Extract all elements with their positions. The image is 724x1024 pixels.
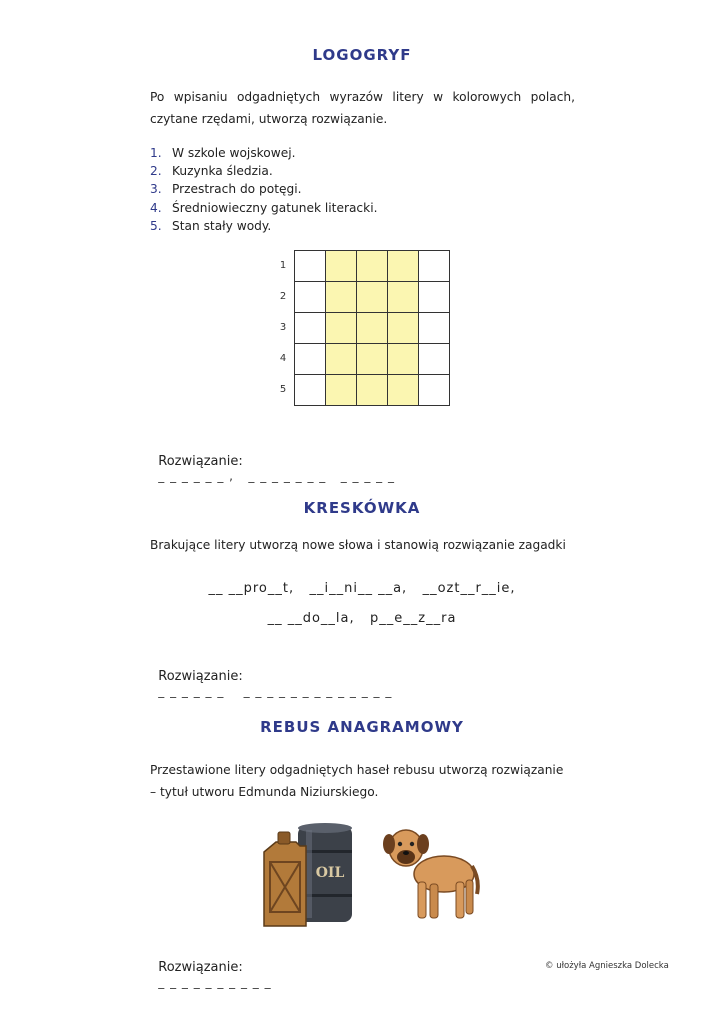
solution-label: Rozwiązanie:	[158, 454, 243, 469]
grid-cell-highlight[interactable]	[356, 281, 387, 312]
grid-cell-highlight[interactable]	[325, 281, 356, 312]
row-number: 3	[279, 322, 287, 333]
logogryf-intro: Po wpisaniu odgadniętych wyrazów litery w kolorowych polach, czytane rzędami, utworzą rozwiązanie.	[150, 90, 575, 126]
author-credit: © ułożyła Agnieszka Dolecka	[545, 961, 669, 971]
puzzle-line-1: __ __pro__t, __i__ni__ __a, __ozt__r__ie,	[208, 581, 516, 596]
grid-cell[interactable]	[294, 250, 325, 281]
oil-barrel-canister-image	[256, 820, 356, 930]
clue-text: Średniowieczny gatunek literacki.	[172, 200, 378, 215]
row-number: 1	[279, 260, 287, 271]
grid-row	[272, 374, 450, 405]
grid-row	[272, 312, 450, 343]
rebus-intro	[150, 759, 600, 803]
solution-label: Rozwiązanie:	[158, 960, 243, 975]
grid-cell-highlight[interactable]	[356, 374, 387, 406]
list-item	[150, 217, 377, 235]
grid-cell-highlight[interactable]	[356, 343, 387, 374]
grid-cell-highlight[interactable]	[387, 343, 418, 374]
grid-cell-highlight[interactable]	[325, 250, 356, 281]
solution-blanks[interactable]: _ _ _ _ _ _ , _ _ _ _ _ _ _ _ _ _ _ _	[158, 469, 395, 483]
clue-list	[150, 144, 377, 235]
grid-cell-highlight[interactable]	[387, 250, 418, 281]
grid-cell-highlight[interactable]	[356, 312, 387, 343]
row-number: 2	[279, 291, 287, 302]
kreskowka-solution	[150, 654, 392, 699]
grid-row	[272, 281, 450, 312]
clue-number: 3.	[150, 182, 162, 197]
clue-number: 1.	[150, 146, 162, 160]
dog-image	[380, 824, 482, 922]
grid-cell-highlight[interactable]	[356, 250, 387, 281]
grid-cell[interactable]	[294, 343, 325, 374]
solution-blanks[interactable]: _ _ _ _ _ _ _ _ _ _ _ _ _ _ _ _ _ _ _	[158, 684, 393, 698]
solution-label: Rozwiązanie:	[158, 669, 243, 684]
logogryph-grid	[272, 250, 450, 405]
kreskowka-intro: Brakujące litery utworzą nowe słowa i stanowią rozwiązanie zagadki	[150, 538, 566, 552]
grid-cell[interactable]	[418, 312, 450, 343]
clue-number: 5.	[150, 218, 162, 233]
barrel-label: OIL	[315, 865, 345, 881]
grid-cell[interactable]	[418, 374, 450, 406]
grid-row	[272, 250, 450, 281]
rebus-title: REBUS ANAGRAMOWY	[260, 718, 464, 736]
clue-number: 2.	[150, 164, 162, 179]
grid-cell-highlight[interactable]	[387, 312, 418, 343]
grid-cell[interactable]	[418, 250, 450, 281]
list-item	[150, 199, 377, 217]
puzzle-line-2: __ __do__la, p__e__z__ra	[267, 611, 457, 626]
solution-blanks[interactable]: _ _ _ _ _ _ _ _ _ _	[158, 975, 272, 989]
grid-cell[interactable]	[294, 281, 325, 312]
row-number: 4	[279, 353, 287, 364]
grid-cell-highlight[interactable]	[387, 281, 418, 312]
kreskowka-title: KRESKÓWKA	[303, 499, 421, 517]
grid-cell-highlight[interactable]	[325, 312, 356, 343]
clue-text: Przestrach do potęgi.	[172, 182, 302, 197]
rebus-solution	[150, 945, 272, 990]
clue-text: Kuzynka śledzia.	[172, 164, 273, 179]
grid-cell-highlight[interactable]	[325, 343, 356, 374]
grid-cell[interactable]	[418, 281, 450, 312]
grid-cell[interactable]	[294, 312, 325, 343]
clue-text: Stan stały wody.	[172, 218, 272, 233]
grid-row	[272, 343, 450, 374]
row-number: 5	[279, 384, 287, 395]
logogryf-solution	[150, 439, 395, 484]
rebus-intro-line: – tytuł utworu Edmunda Niziurskiego.	[150, 785, 379, 799]
grid-cell[interactable]	[294, 374, 325, 406]
grid-cell[interactable]	[418, 343, 450, 374]
clue-text: W szkole wojskowej.	[172, 146, 296, 160]
dog-icon	[383, 830, 478, 918]
grid-cell-highlight[interactable]	[325, 374, 356, 406]
grid-cell-highlight[interactable]	[387, 374, 418, 406]
list-item	[150, 162, 377, 180]
clue-number: 4.	[150, 200, 162, 215]
list-item	[150, 180, 377, 198]
logogryf-title: LOGOGRYF	[312, 46, 412, 64]
list-item	[150, 144, 377, 162]
rebus-intro-line: Przestawione litery odgadniętych haseł rebusu utworzą rozwiązanie	[150, 763, 564, 777]
